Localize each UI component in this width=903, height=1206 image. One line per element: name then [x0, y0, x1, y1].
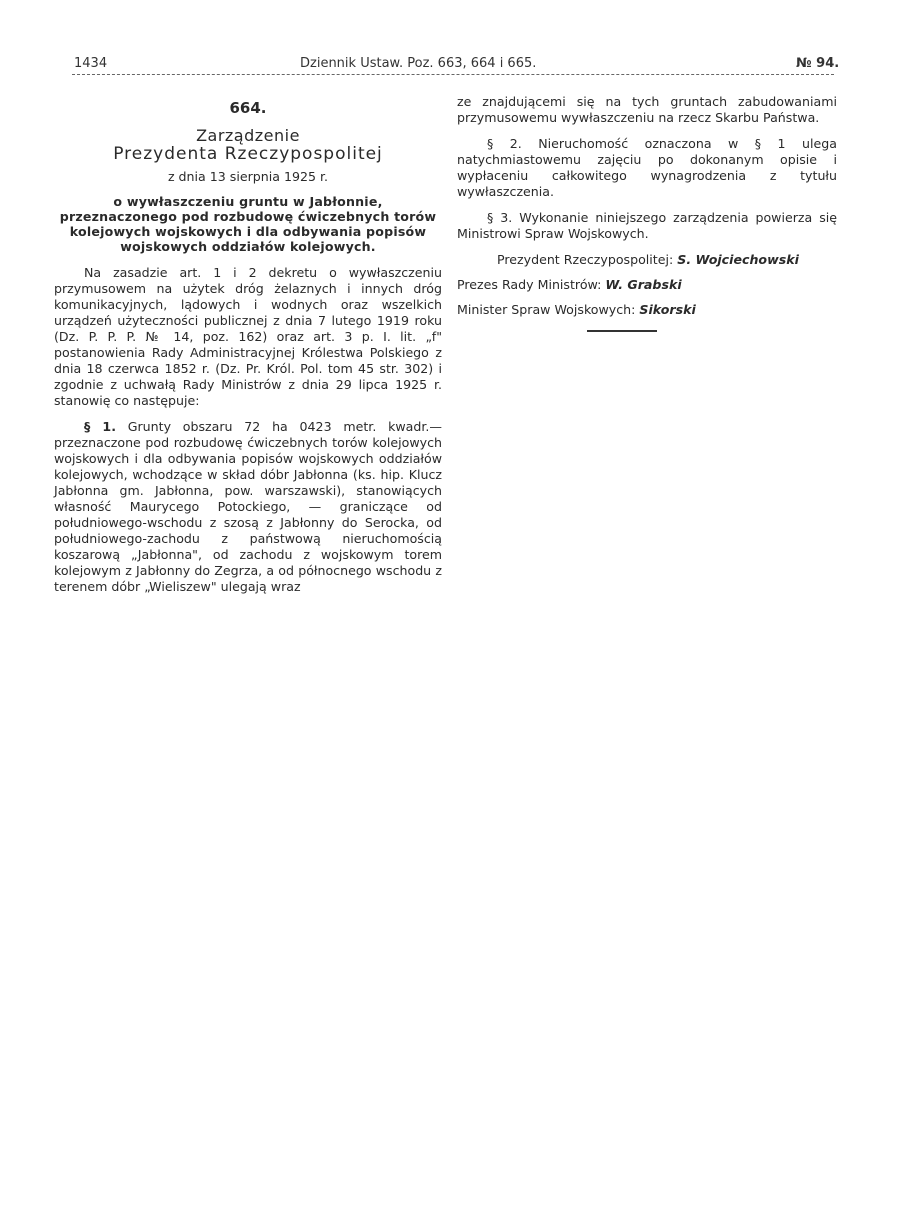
act-title-line1: Zarządzenie	[196, 126, 300, 145]
paragraph-1-continued: ze znajdującemi się na tych gruntach zabudowaniami przymusowemu wywłaszczeniu na rzecz Skarbu Państwa.	[457, 94, 837, 125]
signature-prime-minister: Prezes Rady Ministrów: W. Grabski	[457, 277, 682, 292]
paragraph-2	[457, 136, 837, 200]
paragraph-3	[457, 210, 837, 242]
act-date: z dnia 13 sierpnia 1925 r.	[167, 169, 329, 184]
signature-president: Prezydent Rzeczypospolitej: S. Wojciechowski	[497, 252, 799, 267]
paragraph-3-text: Wykonanie niniejszego zarządzenia powierza się Ministrowi Spraw Wojskowych.	[457, 210, 837, 241]
preamble: Na zasadzie art. 1 i 2 dekretu o wywłaszczeniu przymusowem na użytek dróg żelaznych i innych dróg komunikacyjnych, lądowych i wodnych oraz wszelkich urządzeń użyteczności publicznej z dnia 7 lutego 1919 roku (Dz. P. P. P. № 14, poz. 162) oraz art. 3 p. I. lit. „f" postanowienia Rady Administracyjnej Królestwa Polskiego z dnia 18 czerwca 1852 r. (Dz. Pr. Król. Pol. tom 45 str. 302) i zgodnie z uchwałą Rady Ministrów z dnia 29 lipca 1925 r. stanowię co następuje:	[54, 265, 442, 408]
header-divider	[72, 74, 834, 75]
journal-title: Dziennik Ustaw. Poz. 663, 664 i 665.	[300, 56, 537, 71]
end-divider	[587, 330, 657, 332]
paragraph-2-text: Nieruchomość oznaczona w § 1 ulega natychmiastowemu zajęciu po dokonanym opisie i wypłaceniu całkowitego wynagrodzenia z tytułu wywłaszczenia.	[457, 136, 837, 199]
paragraph-1	[54, 419, 442, 595]
act-number: 664.	[229, 99, 267, 117]
paragraph-2-label: § 2.	[487, 136, 522, 151]
act-subject: o wywłaszczeniu gruntu w Jabłonnie, przeznaczonego pod rozbudowę ćwiczebnych torów kolejowych wojskowych i dla odbywania popisów wojskowych oddziałów kolejowych.	[59, 194, 437, 254]
left-column	[54, 94, 442, 605]
signature-military-minister: Minister Spraw Wojskowych: Sikorski	[457, 302, 696, 317]
act-title-line2: Prezydenta Rzeczypospolitej	[113, 144, 383, 164]
page-number: 1434	[74, 56, 108, 71]
paragraph-1-text: Grunty obszaru 72 ha 0423 metr. kwadr.— przeznaczone pod rozbudowę ćwiczebnych torów kolejowych wojskowych i dla odbywania popisów wojskowych oddziałów kolejowych, wchodzące w skład dóbr Jabłonna (ks. hip. Klucz Jabłonna gm. Jabłonna, pow. warszawski), stanowiących własność Maurycego Potockiego, — graniczące od południowego-wschodu z szosą z Jabłonny do Serocka, od południowego-zachodu z państwową nieruchomością koszarową „Jabłonna", od zachodu z wojskowym torem kolejowym z Jabłonny do Zegrza, a od północnego wschodu z terenem dóbr „Wieliszew" ulegają wraz	[54, 419, 442, 594]
right-column	[457, 94, 837, 332]
issue-number: № 94.	[796, 56, 840, 71]
paragraph-3-label: § 3.	[487, 210, 513, 225]
paragraph-1-label: § 1.	[84, 419, 116, 434]
